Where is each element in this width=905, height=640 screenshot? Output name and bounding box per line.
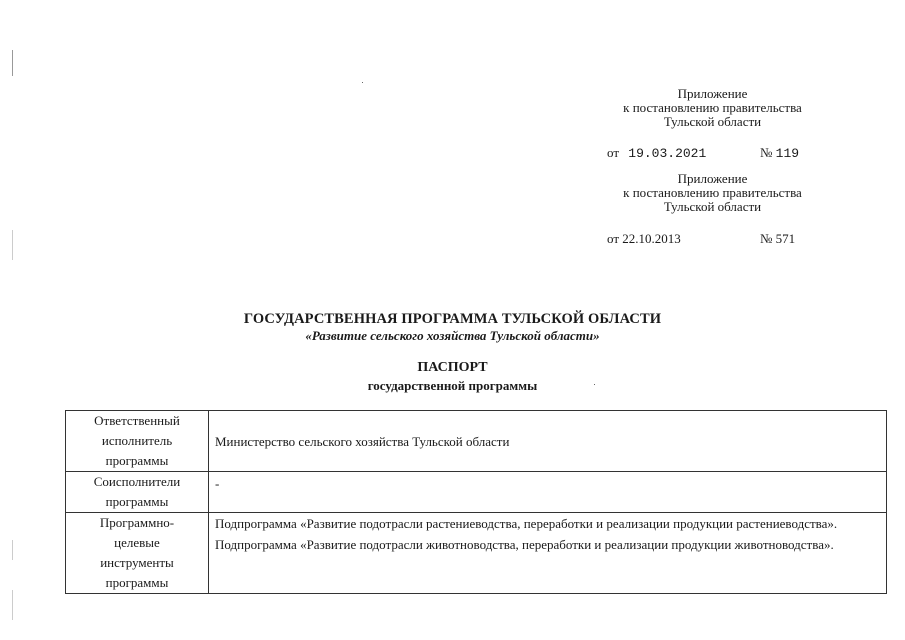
appendix-current-ref	[607, 145, 817, 161]
scan-margin-mark	[12, 50, 13, 76]
decree-number: 571	[775, 231, 796, 246]
passport-subheading: государственной программы	[367, 378, 538, 393]
decree-date: 22.10.2013	[622, 231, 681, 246]
appendix-line3: Тульской области	[663, 114, 762, 129]
appendix-line2: к постановлению правительства	[623, 185, 802, 200]
row-value: Министерство сельского хозяйства Тульской области	[209, 411, 887, 472]
program-subtitle: «Развитие сельского хозяйства Тульской области»	[305, 328, 600, 343]
date-prefix: от	[607, 145, 620, 160]
number-prefix: №	[760, 231, 773, 246]
row-label: Программно- целевые инструменты программы	[66, 513, 209, 594]
date-prefix: от	[607, 231, 620, 246]
appendix-original-ref	[607, 231, 817, 247]
appendix-original-header	[605, 172, 820, 214]
appendix-label: Приложение	[677, 86, 748, 101]
decree-date: 19.03.2021	[628, 146, 707, 161]
passport-heading: ПАСПОРТ	[417, 360, 488, 375]
appendix-line2: к постановлению правительства	[623, 100, 802, 115]
appendix-label: Приложение	[677, 171, 748, 186]
table-row	[66, 411, 887, 472]
row-value: Подпрограмма «Развитие подотрасли растениеводства, переработки и реализации продукции растениеводства». Подпрограмма «Развитие подотрасли животноводства, переработки и реализации продукции животноводства».	[209, 513, 887, 594]
appendix-line3: Тульской области	[663, 199, 762, 214]
table-row	[66, 472, 887, 513]
scan-margin-mark	[12, 590, 13, 620]
number-prefix: №	[760, 145, 773, 160]
row-value: -	[209, 472, 887, 513]
scan-speck	[362, 82, 363, 83]
passport-table	[65, 410, 887, 594]
table-row	[66, 513, 887, 594]
scan-margin-mark	[12, 540, 13, 560]
appendix-current-header	[605, 87, 820, 129]
row-label: Ответственный исполнитель программы	[66, 411, 209, 472]
scan-margin-mark	[12, 230, 13, 260]
program-title: ГОСУДАРСТВЕННАЯ ПРОГРАММА ТУЛЬСКОЙ ОБЛАСТИ	[243, 311, 662, 327]
row-label: Соисполнители программы	[66, 472, 209, 513]
decree-number: 119	[775, 146, 800, 161]
